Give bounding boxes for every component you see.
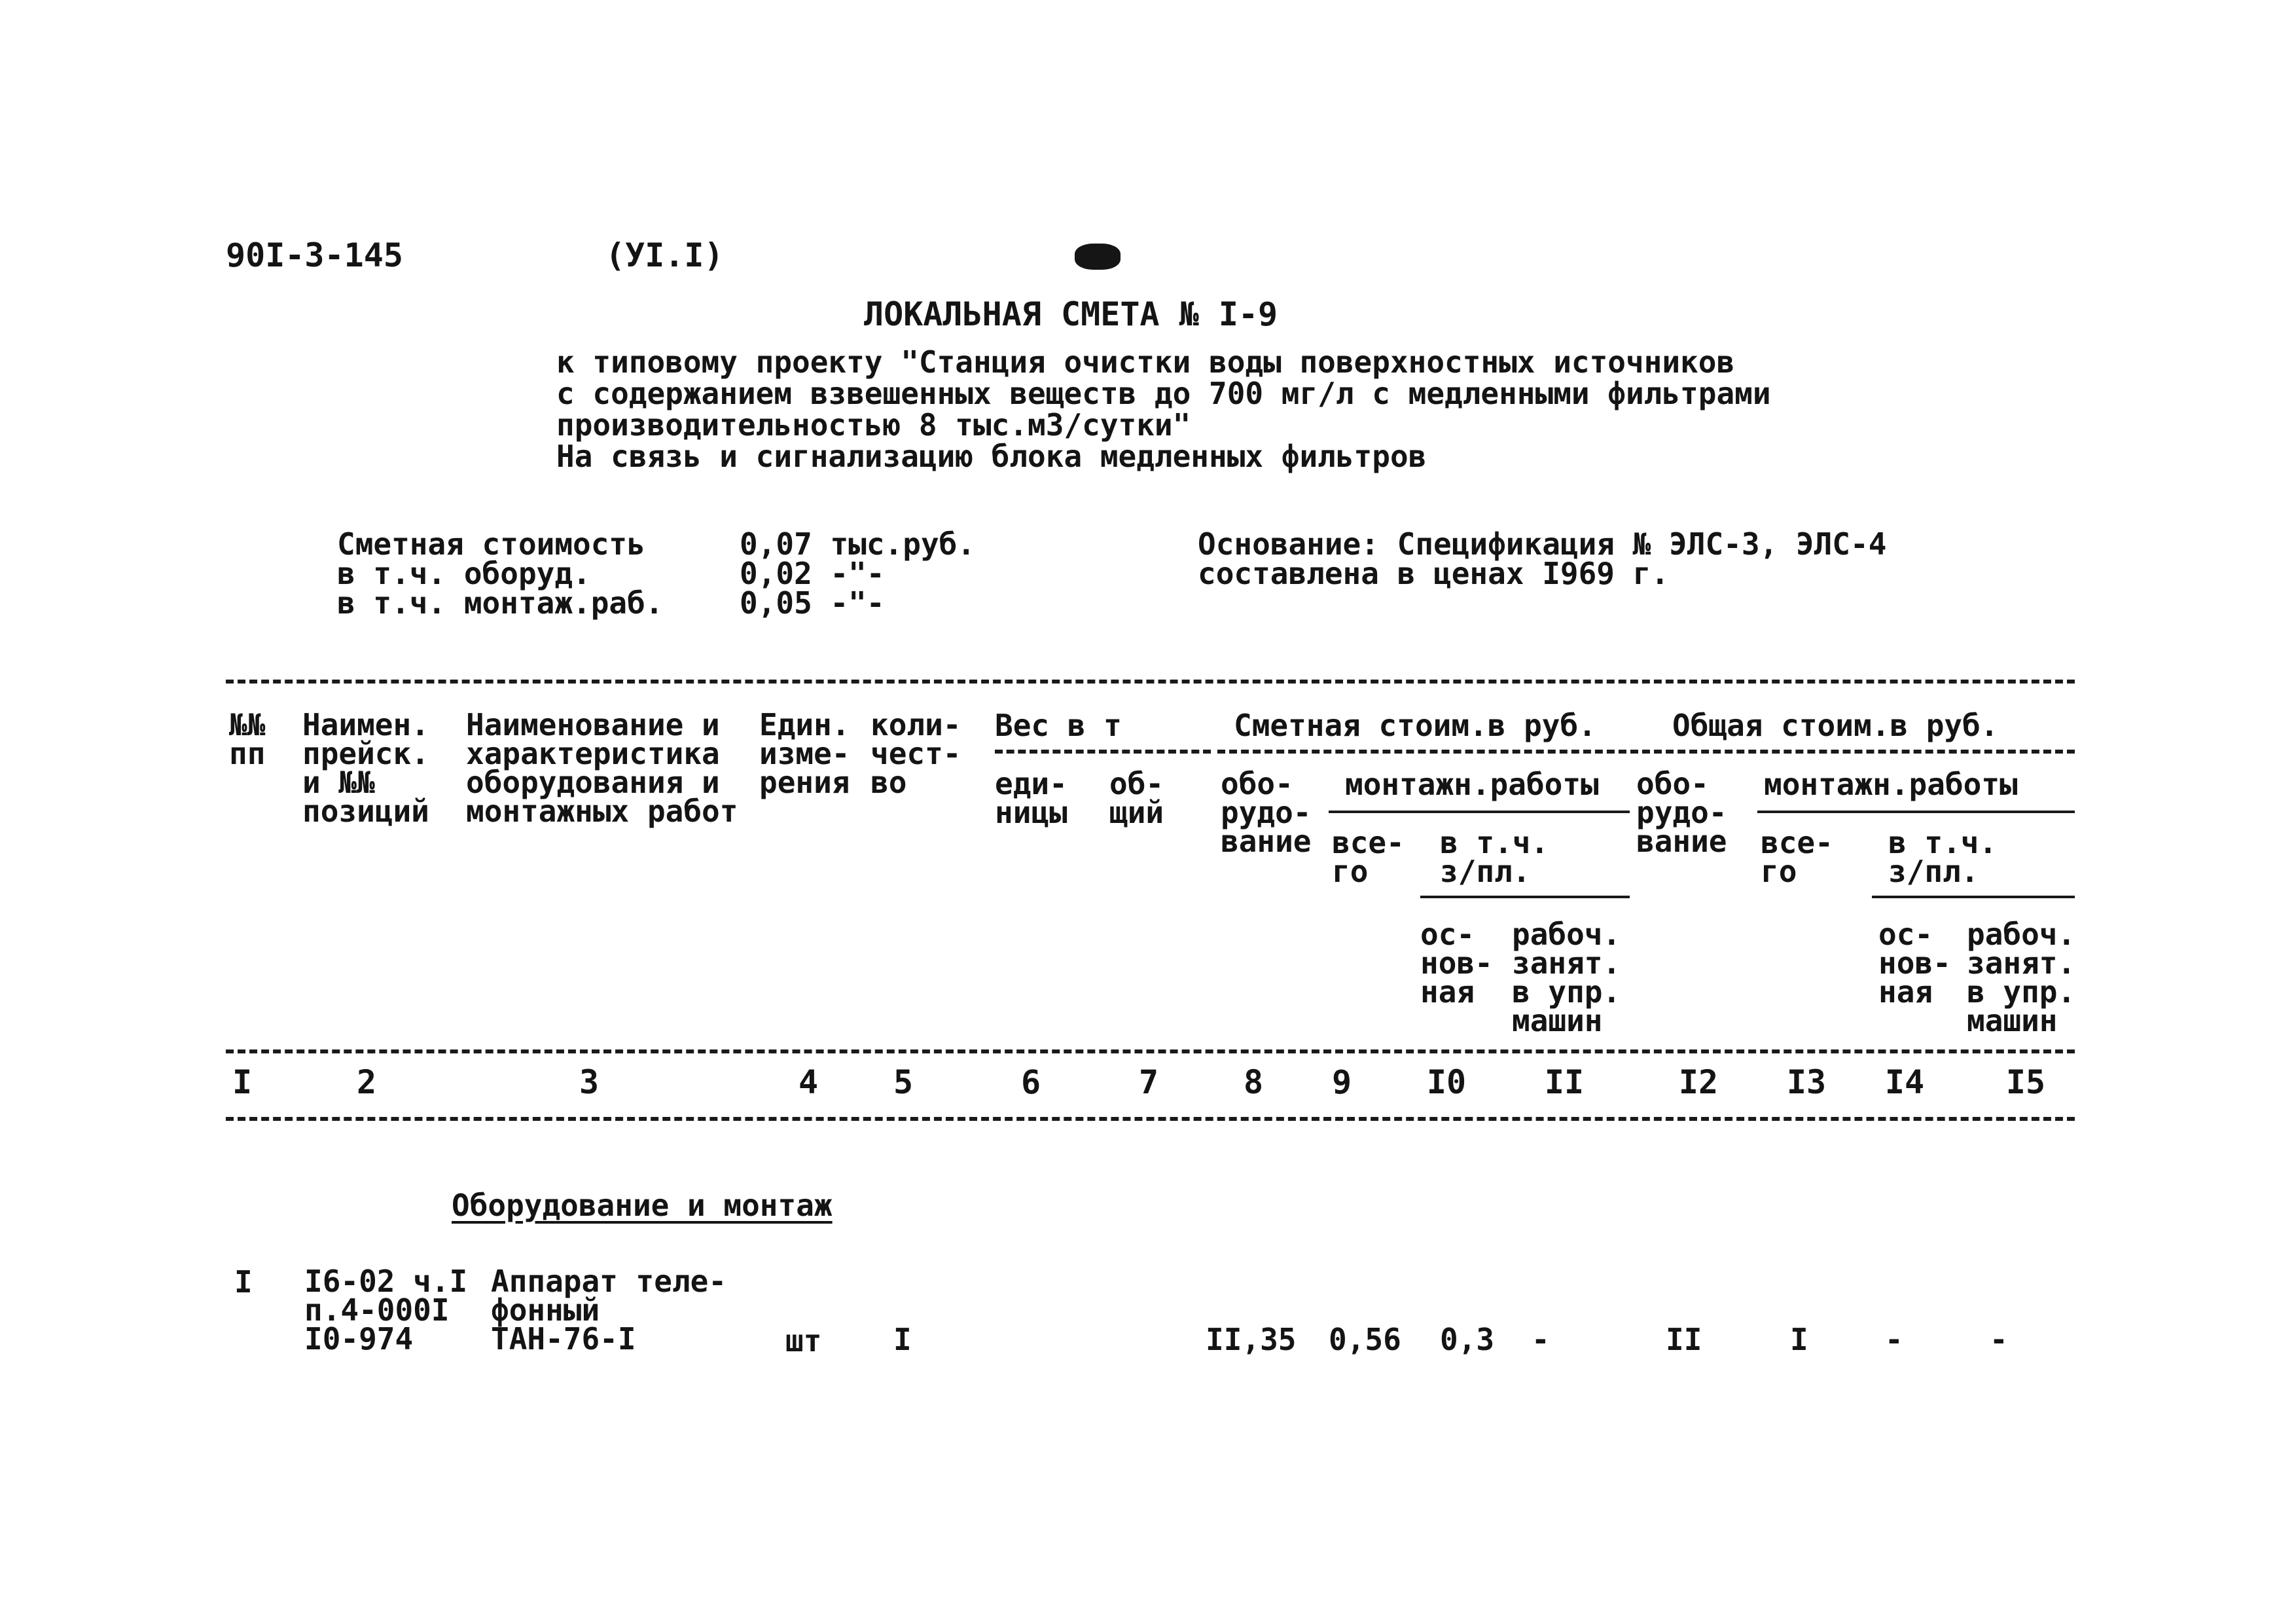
- page-number-mark: [1075, 244, 1121, 270]
- column-number: 7: [1138, 1063, 1159, 1101]
- row-est-wage-basic: 0,3: [1440, 1322, 1495, 1357]
- col-header-est-installation: монтажн.работы: [1345, 767, 1599, 802]
- tot-installation-rule: [1757, 811, 2075, 813]
- col-header-total-weight: об- щий: [1109, 766, 1164, 830]
- col-header-est-wage: в т.ч. з/пл.: [1440, 825, 1549, 889]
- col-header-tot-total: все- го: [1761, 825, 1833, 889]
- col-header-total-cost: Общая стоим.в руб.: [1672, 708, 1999, 743]
- cost-group-rule: [1217, 750, 2075, 754]
- summary-label-installation: в т.ч. монтаж.раб.: [337, 585, 664, 621]
- col-header-unit: Един. изме- рения: [759, 707, 850, 800]
- row-number: I: [234, 1264, 253, 1300]
- row-price-list-code: I6-02 ч.I п.4-000I I0-974: [304, 1264, 468, 1357]
- column-number: I: [232, 1063, 253, 1101]
- col-header-row-number: №№ пп: [229, 707, 266, 771]
- row-tot-equipment: II: [1666, 1322, 1702, 1357]
- column-number: I3: [1786, 1063, 1827, 1101]
- row-est-equipment: II,35: [1206, 1322, 1297, 1357]
- est-wage-rule: [1420, 896, 1630, 898]
- column-numbers-bottom-rule: [226, 1117, 2075, 1121]
- col-header-tot-installation: монтажн.работы: [1764, 767, 2018, 802]
- summary-value-equipment: 0,02 -"-: [740, 556, 885, 591]
- col-header-est-total: все- го: [1332, 825, 1405, 889]
- prices-year-text: составлена в ценах I969 г.: [1198, 556, 1670, 591]
- summary-value-total: 0,07 тыс.руб.: [740, 526, 976, 562]
- column-number: I5: [2005, 1063, 2046, 1101]
- row-est-wage-machine: -: [1532, 1322, 1550, 1357]
- col-header-est-equipment: обо- рудо- вание: [1221, 766, 1312, 859]
- row-tot-wage-machine: -: [1990, 1322, 2008, 1357]
- row-description: Аппарат теле- фонный ТАН-76-I: [491, 1264, 727, 1357]
- column-number: 3: [579, 1063, 600, 1101]
- section-title: Оборудование и монтаж: [452, 1188, 833, 1223]
- col-header-estimated-cost: Сметная стоим.в руб.: [1234, 708, 1596, 743]
- column-number: 9: [1331, 1063, 1352, 1101]
- column-number: I2: [1678, 1063, 1719, 1101]
- table-top-rule: [226, 680, 2075, 684]
- col-header-est-basic-wage: ос- нов- ная: [1420, 917, 1493, 1010]
- weight-group-rule: [995, 750, 1211, 754]
- col-header-quantity: коли- чест- во: [870, 707, 961, 800]
- col-header-tot-basic-wage: ос- нов- ная: [1878, 917, 1951, 1010]
- row-est-install-total: 0,56: [1329, 1322, 1401, 1357]
- row-tot-wage-basic: -: [1885, 1322, 1903, 1357]
- column-number: 6: [1020, 1063, 1041, 1101]
- subtitle-line-2: с содержанием взвешенных веществ до 700 мг/л с медленными фильтрами: [556, 376, 1771, 411]
- col-header-tot-equipment: обо- рудо- вание: [1636, 766, 1727, 859]
- col-header-est-machine-wage: рабоч. занят. в упр. машин: [1512, 917, 1621, 1038]
- summary-label-equipment: в т.ч. оборуд.: [337, 556, 591, 591]
- row-quantity: I: [893, 1322, 912, 1357]
- col-header-description: Наименование и характеристика оборудования и монтажных работ: [466, 707, 738, 829]
- column-number: 8: [1243, 1063, 1264, 1101]
- col-header-weight-group: Вес в т: [995, 708, 1122, 743]
- summary-value-installation: 0,05 -"-: [740, 585, 885, 621]
- est-installation-rule: [1329, 811, 1630, 813]
- column-number: I4: [1884, 1063, 1925, 1101]
- row-tot-install-total: I: [1790, 1322, 1808, 1357]
- basis-text: Основание: Спецификация № ЭЛС-3, ЭЛС-4: [1198, 526, 1887, 562]
- col-header-tot-machine-wage: рабоч. занят. в упр. машин: [1967, 917, 2076, 1038]
- col-header-tot-wage: в т.ч. з/пл.: [1888, 825, 1998, 889]
- document-title: ЛОКАЛЬНАЯ СМЕТА № I-9: [864, 295, 1278, 333]
- subtitle-line-1: к типовому проекту "Станция очистки воды поверхностных источников: [556, 344, 1735, 380]
- section-number: (УI.I): [605, 236, 724, 274]
- subtitle-line-4: На связь и сигнализацию блока медленных фильтров: [556, 439, 1427, 474]
- col-header-price-list: Наимен. прейск. и №№ позиций: [302, 707, 429, 829]
- summary-label-total: Сметная стоимость: [337, 526, 645, 562]
- column-number: 4: [798, 1063, 819, 1101]
- column-number: II: [1544, 1063, 1585, 1101]
- column-number: 5: [893, 1063, 914, 1101]
- column-number: 2: [356, 1063, 377, 1101]
- document-code: 90I-3-145: [226, 236, 403, 274]
- column-numbers-top-rule: [226, 1049, 2075, 1053]
- subtitle-line-3: производительностью 8 тыс.м3/сутки": [556, 407, 1191, 443]
- column-number: I0: [1426, 1063, 1467, 1101]
- row-unit: шт: [785, 1323, 822, 1359]
- col-header-unit-weight: еди- ницы: [995, 766, 1067, 830]
- tot-wage-rule: [1872, 896, 2075, 898]
